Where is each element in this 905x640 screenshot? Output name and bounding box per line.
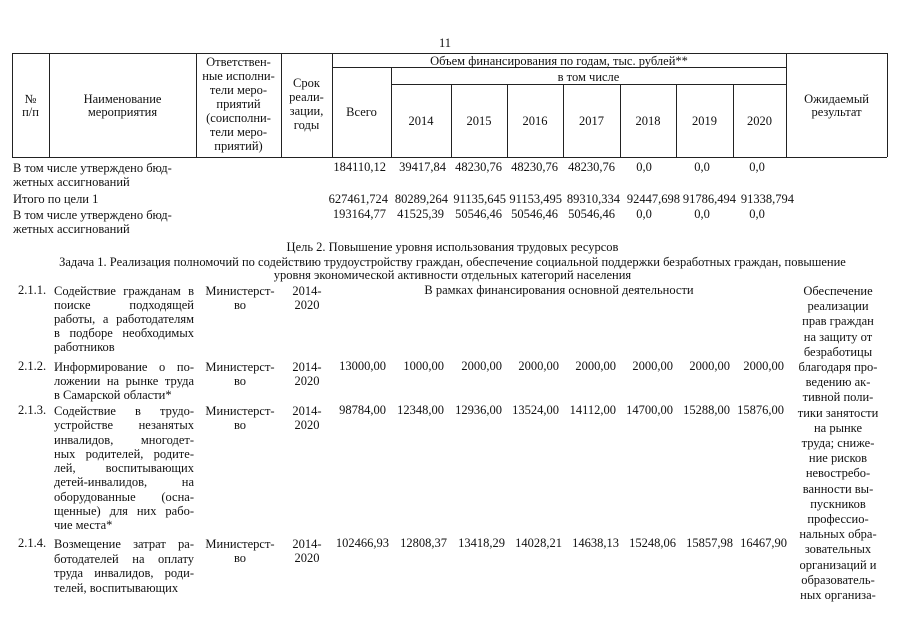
item-value: 15288,00 <box>683 403 730 417</box>
item-value: 2000,00 <box>689 359 730 373</box>
summary-value: 91338,794 <box>740 192 794 206</box>
item-value: 12808,37 <box>400 536 447 550</box>
item-value: 2000,00 <box>461 359 502 373</box>
summary-value: 50546,46 <box>455 207 502 221</box>
item-value: 12348,00 <box>397 403 444 417</box>
header-term: Срок реали- зации, годы <box>289 76 324 132</box>
header-year: 2018 <box>635 114 661 128</box>
summary-value: 0,0 <box>694 207 710 221</box>
item-responsible: Министерст- во <box>205 537 275 565</box>
item-term: 2014- 2020 <box>292 360 322 388</box>
summary-value: 48230,76 <box>511 160 558 174</box>
item-name: Содействие гражданам в поиске подходящей работы, а работодателям в подборе необходимых работников <box>54 284 194 354</box>
header-financing: Объем финансирования по годам, тыс. рублей** <box>430 54 688 68</box>
summary-value: 89310,334 <box>566 192 620 206</box>
item-number: 2.1.3. <box>18 403 47 417</box>
item-responsible: Министерст- во <box>205 404 275 432</box>
item-value: 14028,21 <box>515 536 562 550</box>
expected-result: Обеспечение реализации прав граждан на защиту от безработицы благодаря про- ведению ак- тивной поли- тики занятости на рынке труда; сниже- ние рисков невостребо- ванности вы- пускников профессио- нальных обра- зовательных организаций и образователь- ных организа- <box>797 284 879 603</box>
summary-value: 50546,46 <box>568 207 615 221</box>
item-value: 14700,00 <box>626 403 673 417</box>
header-year: 2015 <box>466 114 492 128</box>
item-number: 2.1.2. <box>18 359 47 373</box>
item-value: 13418,29 <box>458 536 505 550</box>
item-value: 2000,00 <box>743 359 784 373</box>
summary-value: 80289,264 <box>394 192 448 206</box>
item-responsible: Министерст- во <box>205 284 275 312</box>
item-name: Возмещение затрат ра- ботодателей на оплату труда инвалидов, роди- телей, воспитывающих <box>54 537 194 595</box>
summary-value: 627461,724 <box>328 192 388 206</box>
task-title: Задача 1. Реализация полномочий по содействию трудоустройству граждан, обеспечение социальной поддержки безработных граждан, повышение уровня экономической активности отдельных категорий населения <box>59 255 846 282</box>
item-value: 13000,00 <box>339 359 386 373</box>
summary-label: В том числе утверждено бюд- жетных ассигнований <box>13 161 172 189</box>
summary-value: 91135,645 <box>453 192 506 206</box>
header-total: Всего <box>346 105 377 119</box>
header-including: в том числе <box>557 70 620 84</box>
header-num: № п/п <box>22 92 39 119</box>
item-number: 2.1.1. <box>18 283 47 297</box>
header-year: 2020 <box>747 114 772 128</box>
header-responsible: Ответствен- ные исполни- тели меро- приятий (соисполни- тели меро- приятий) <box>202 55 275 153</box>
item-value: 1000,00 <box>403 359 444 373</box>
item-value: 14638,13 <box>572 536 619 550</box>
item-value: 15876,00 <box>737 403 784 417</box>
header-year: 2016 <box>522 114 548 128</box>
item-value: 2000,00 <box>632 359 673 373</box>
summary-label: В том числе утверждено бюд- жетных ассигнований <box>13 208 172 236</box>
goal-title: Цель 2. Повышение уровня использования трудовых ресурсов <box>286 240 619 254</box>
summary-label: Итого по цели 1 <box>13 192 99 206</box>
summary-value: 0,0 <box>636 160 652 174</box>
summary-value: 0,0 <box>636 207 652 221</box>
summary-value: 41525,39 <box>397 207 444 221</box>
item-name: Информирование о по- ложении на рынке труда в Самарской области* <box>54 360 194 402</box>
header-result: Ожидаемый результат <box>804 92 869 119</box>
item-value: 15857,98 <box>686 536 733 550</box>
item-term: 2014- 2020 <box>292 404 322 432</box>
summary-value: 0,0 <box>749 207 765 221</box>
summary-value: 39417,84 <box>399 160 446 174</box>
item-term: 2014- 2020 <box>292 537 322 565</box>
summary-value: 48230,76 <box>568 160 615 174</box>
item-note: В рамках финансирования основной деятельности <box>424 283 694 297</box>
page-number: 11 <box>438 36 452 50</box>
summary-value: 91153,495 <box>509 192 562 206</box>
summary-value: 0,0 <box>694 160 710 174</box>
item-value: 14112,00 <box>569 403 616 417</box>
item-value: 12936,00 <box>455 403 502 417</box>
summary-value: 50546,46 <box>511 207 558 221</box>
item-value: 16467,90 <box>740 536 787 550</box>
header-name: Наименование мероприятия <box>83 92 162 119</box>
summary-value: 91786,494 <box>682 192 736 206</box>
item-value: 15248,06 <box>629 536 676 550</box>
summary-value: 184110,12 <box>333 160 386 174</box>
item-name: Содействие в трудо- устройстве незанятых инвалидов, многодет- ных родителей, родите- лей, воспитывающих детей-инвалидов, на оборудованные (осна- щенные) для них рабо- чие места* <box>54 404 194 533</box>
header-year: 2014 <box>408 114 434 128</box>
item-value: 102466,93 <box>335 536 389 550</box>
summary-value: 193164,77 <box>332 207 386 221</box>
item-number: 2.1.4. <box>18 536 47 550</box>
item-value: 2000,00 <box>575 359 616 373</box>
item-value: 13524,00 <box>512 403 559 417</box>
summary-value: 0,0 <box>749 160 765 174</box>
item-value: 2000,00 <box>518 359 559 373</box>
header-year: 2017 <box>579 114 604 128</box>
item-value: 98784,00 <box>339 403 386 417</box>
summary-value: 92447,698 <box>626 192 680 206</box>
item-term: 2014- 2020 <box>292 284 322 312</box>
header-year: 2019 <box>692 114 717 128</box>
item-responsible: Министерст- во <box>205 360 275 388</box>
summary-value: 48230,76 <box>455 160 502 174</box>
